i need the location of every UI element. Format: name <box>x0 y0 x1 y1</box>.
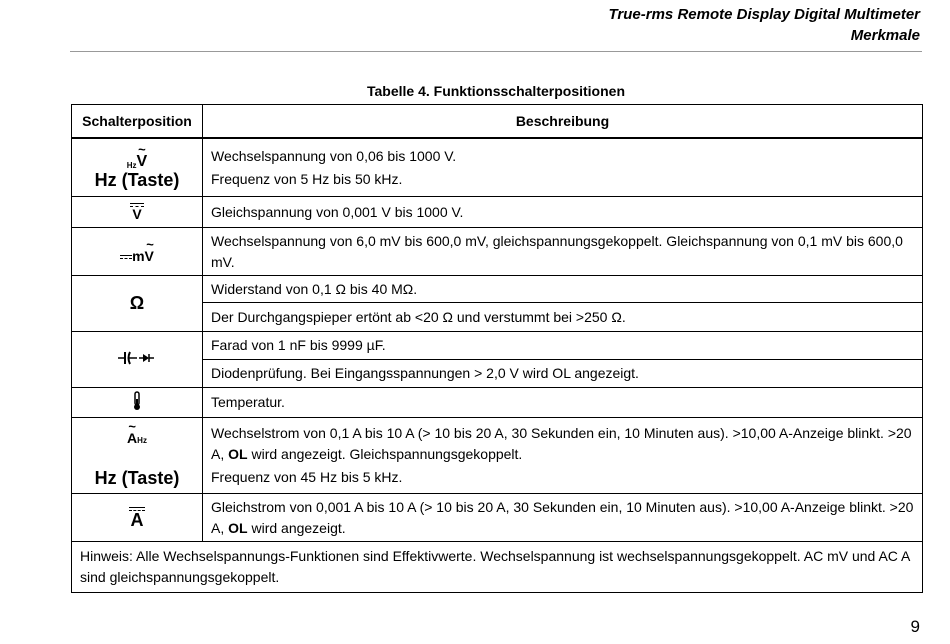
desc-line: Diodenprüfung. Bei Eingangsspannungen > 2,0 V wird OL angezeigt. <box>211 365 639 381</box>
desc-text: Gleichstrom von 0,001 A bis 10 A (> 10 bis 20 A, 30 Sekunden ein, 10 Minuten aus). >10,00 A-Anzeige blinkt. >20 A, <box>211 498 914 536</box>
table-note: Hinweis: Alle Wechselspannungs-Funktionen sind Effektivwerte. Wechselspannung ist wechselspannungsgekoppelt. AC mV und AC A sind gleichspannungsgekoppelt. <box>72 542 923 593</box>
hz-button-label: Hz (Taste) <box>94 169 180 190</box>
desc-dca <box>203 494 923 542</box>
table-note-row <box>72 542 923 593</box>
page-number: 9 <box>910 617 920 636</box>
desc-temp <box>203 388 923 418</box>
desc-continuity <box>203 303 923 332</box>
desc-line: Wechselspannung von 0,06 bis 1000 V. <box>211 147 457 164</box>
desc-capacitance <box>203 332 923 360</box>
ol-indicator: OL <box>228 519 248 536</box>
ol-indicator: OL <box>228 446 248 462</box>
desc-aca <box>203 418 923 494</box>
position-cap-diode <box>72 332 203 388</box>
dc-amp-symbol <box>129 507 145 529</box>
volt-glyph: V <box>132 205 142 222</box>
desc-line: Frequenz von 45 Hz bis 5 kHz. <box>211 469 403 485</box>
table-row <box>72 138 923 197</box>
col-header-description: Beschreibung <box>203 105 923 139</box>
desc-line: Gleichspannung von 0,001 V bis 1000 V. <box>211 203 464 220</box>
desc-line: Wechselspannung von 6,0 mV bis 600,0 mV, gleichspannungsgekoppelt. Gleichspannung von 0,1 mV bis 600,0 mV. <box>211 232 903 270</box>
desc-line <box>211 497 914 539</box>
desc-text: wird angezeigt. Gleichspannungsgekoppelt. <box>247 446 523 462</box>
table-row <box>72 418 923 494</box>
position-dca <box>72 494 203 542</box>
table-caption: Tabelle 4. Funktionsschalterpositionen <box>366 83 625 99</box>
desc-acv <box>203 138 923 197</box>
table-header-row <box>72 105 923 139</box>
desc-line: Der Durchgangspieper ertönt ab <20 Ω und verstummt bei >250 Ω. <box>211 308 626 325</box>
table-row <box>72 388 923 418</box>
desc-text: Wechselstrom von 0,1 A bis 10 A (> 10 bis 20 A, 30 Sekunden ein, 10 Minuten aus). >10,00 A-Anzeige blinkt. >20 A, <box>211 425 912 462</box>
position-aca <box>72 418 203 494</box>
hz-small-label: Hz <box>126 160 137 170</box>
desc-line <box>211 423 914 465</box>
hz-button-label: Hz (Taste) <box>94 468 180 488</box>
ac-tilde-icon: ~ <box>146 236 154 252</box>
amp-glyph: A <box>130 509 144 530</box>
col-header-position: Schalterposition <box>72 105 203 139</box>
capacitor-diode-icon <box>118 351 156 365</box>
dc-bar-icon <box>120 255 132 259</box>
desc-line: Temperatur. <box>211 394 285 410</box>
ac-tilde-icon: ~ <box>128 419 136 434</box>
hz-small-label: Hz <box>137 436 147 445</box>
position-ohm <box>72 276 203 332</box>
desc-mv <box>203 228 923 276</box>
header-rule <box>70 51 922 52</box>
function-table <box>71 104 923 593</box>
amp-glyph: A <box>127 430 138 446</box>
position-temp <box>72 388 203 418</box>
table-row <box>72 332 923 360</box>
table-row <box>72 228 923 276</box>
desc-ohm <box>203 276 923 303</box>
ac-tilde-icon: ~ <box>138 141 146 157</box>
ohm-icon: Ω <box>129 293 145 313</box>
position-mv <box>72 228 203 276</box>
dc-volt-symbol <box>130 203 144 221</box>
volt-glyph: V <box>136 152 148 170</box>
thermometer-icon <box>132 391 142 411</box>
ac-amp-symbol <box>127 419 147 446</box>
desc-line: Farad von 1 nF bis 9999 µF. <box>211 337 386 353</box>
millivolt-glyph: mV <box>132 247 154 264</box>
millivolt-symbol <box>120 236 154 264</box>
ac-volt-symbol <box>126 141 148 170</box>
desc-text: wird angezeigt. <box>247 519 346 536</box>
desc-diode <box>203 360 923 388</box>
table-row <box>72 494 923 542</box>
doc-section: Merkmale <box>850 27 920 44</box>
table-row <box>72 276 923 303</box>
desc-line: Widerstand von 0,1 Ω bis 40 MΩ. <box>211 280 418 297</box>
desc-line: Frequenz von 5 Hz bis 50 kHz. <box>211 170 403 187</box>
doc-title: True-rms Remote Display Digital Multimeter <box>608 6 920 23</box>
position-acv <box>72 138 203 197</box>
table-row <box>72 197 923 228</box>
position-dcv <box>72 197 203 228</box>
desc-dcv <box>203 197 923 228</box>
